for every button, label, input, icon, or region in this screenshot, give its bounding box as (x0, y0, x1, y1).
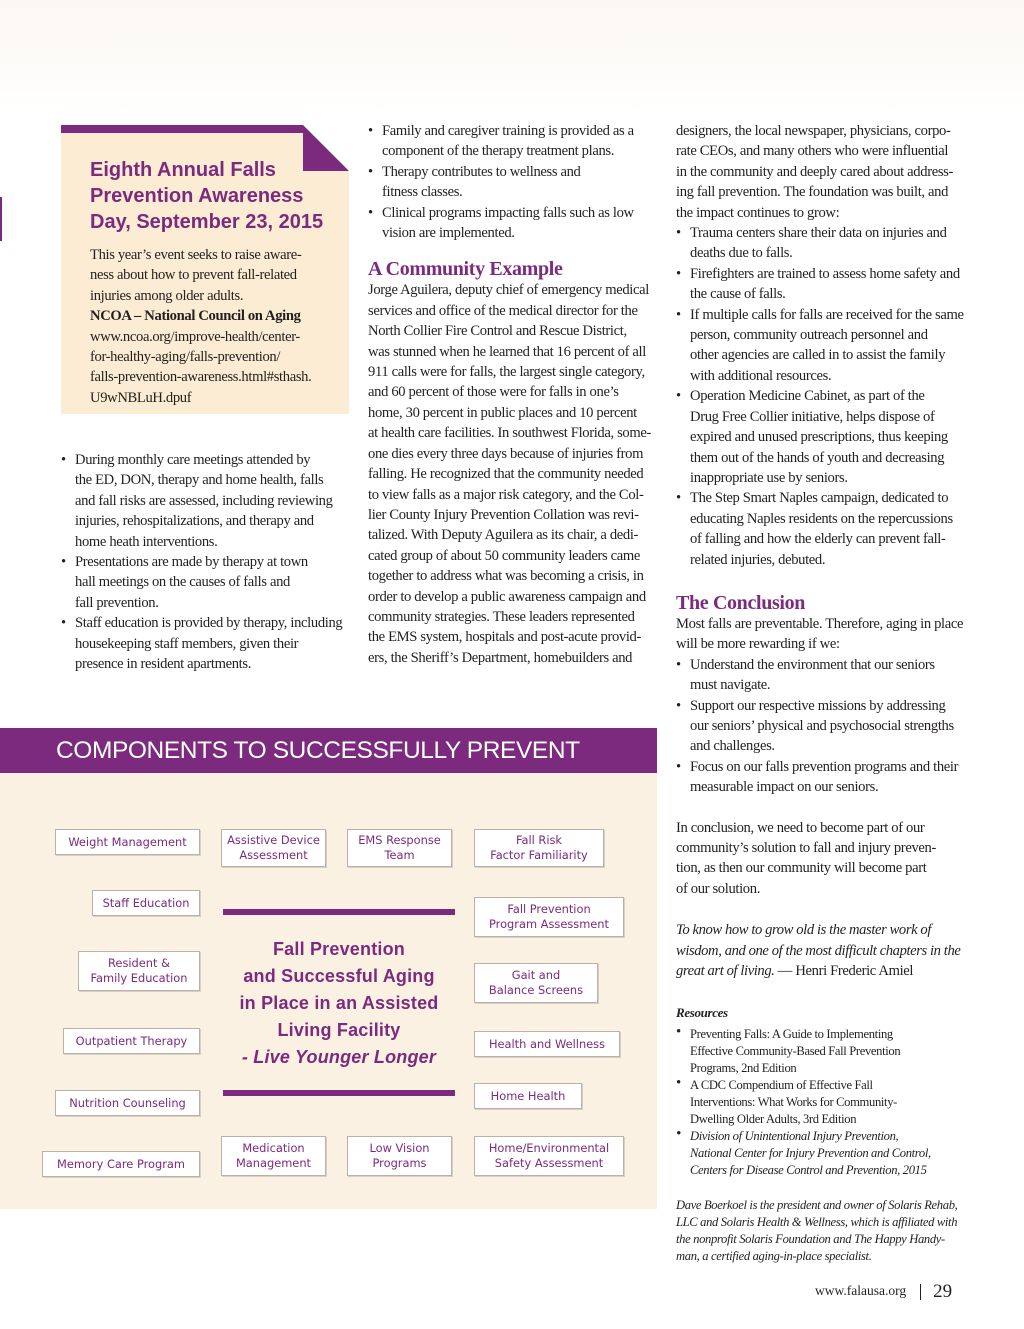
list-item: • Trauma centers share their data on injuries and deaths due to falls. (676, 223, 971, 264)
callout-corner-fold (303, 125, 349, 171)
list-item: • Firefighters are trained to assess home safety and the cause of falls. (676, 264, 971, 305)
list-item: • If multiple calls for falls are received for the same person, community outreach personnel and other agencies are called in to assist the family with additional resources. (676, 305, 971, 387)
assistive-device-box: Assistive Device Assessment (221, 829, 326, 867)
gait-balance-box: Gait and Balance Screens (474, 963, 598, 1003)
page-number: 29 (933, 1281, 953, 1302)
list-item: • Family and caregiver training is provided as a component of the therapy treatment plans. (368, 121, 658, 162)
author-bio: Dave Boerkoel is the president and owner of Solaris Rehab, LLC and Solaris Health & Wellness, which is affiliated with the nonprofit Solaris Foundation and The Happy Handy- man, a certified aging-in-place specialist. (676, 1197, 958, 1263)
list-item: • During monthly care meetings attended by the ED, DON, therapy and home health, falls and fall risks are assessed, including reviewing injuries, rehospitalizations, and therapy and home heath interventions. (61, 450, 351, 552)
divider-bar-top (223, 909, 455, 915)
list-item: • Focus on our falls prevention programs and their measurable impact on our seniors. (676, 757, 971, 798)
right-column (676, 121, 971, 1265)
list-item: • A CDC Compendium of Effective Fall Interventions: What Works for Community- Dwelling Older Adults, 3rd Edition (676, 1077, 971, 1128)
callout-intro: This year’s event seeks to raise aware- ness about how to prevent fall-related injuries among older adults. (90, 247, 302, 304)
list-item: • Presentations are made by therapy at town hall meetings on the causes of falls and fall prevention. (61, 552, 351, 613)
conclusion-heading: The Conclusion (676, 591, 806, 614)
footer-url[interactable]: www.falausa.org (815, 1283, 907, 1299)
callout-title: Eighth Annual Falls Prevention Awareness Day, September 23, 2015 (90, 159, 324, 233)
components-heading: COMPONENTS TO SUCCESSFULLY PREVENT (0, 728, 657, 773)
list-item: • Clinical programs impacting falls such as low vision are implemented. (368, 203, 658, 244)
page-top-band (0, 0, 1024, 115)
quote: To know how to grow old is the master work of wisdom, and one of the most difficult chapters in the great art of living. — Henri Frederic Amiel (676, 922, 961, 980)
page-edge-marker (0, 197, 2, 241)
conclusion-intro: Most falls are preventable. Therefore, aging in place will be more rewarding if we: (676, 615, 964, 653)
list-item: • Understand the environment that our seniors must navigate. (676, 655, 971, 696)
list-item: • Support our respective missions by addressing our seniors’ physical and psychosocial strengths and challenges. (676, 696, 971, 757)
resident-family-box: Resident & Family Education (78, 951, 200, 991)
callout-url[interactable]: www.ncoa.org/improve-health/center- for-healthy-aging/falls-prevention/ falls-prevention-awareness.html#sthash. U9wNBLuH.dpuf (90, 328, 312, 406)
middle-column (368, 121, 658, 668)
low-vision-box: Low Vision Programs (347, 1136, 452, 1176)
nutrition-counseling-box: Nutrition Counseling (55, 1090, 200, 1116)
home-health-box: Home Health (474, 1083, 582, 1109)
community-body: Jorge Aguilera, deputy chief of emergency medical services and office of the medical director for the North Collier Fire Control and Rescue District, was stunned when he learned that 16 percent of all 911 calls were for falls, the largest single category, and 60 percent of those were for falls in one’s home, 30 percent in public places and 10 percent at health care facilities. In southwest Florida, some- one dies every three days because of injuries from falling. He recognized that the community needed to view falls as a major risk category, and the Col- lier County Injury Prevention Collation was revi- talized. With Deputy Aguilera as its chair, a dedi- cated group of about 50 community leaders came together to address what was becoming a crisis, in order to develop a public awareness campaign and community strategies. These leaders represented the EMS system, hospitals and post-acute provid- ers, the Sheriff’s Department, homebuilders and (368, 282, 652, 666)
staff-education-box: Staff Education (92, 890, 200, 916)
footer-divider (920, 1284, 921, 1300)
outpatient-therapy-box: Outpatient Therapy (63, 1028, 200, 1054)
page-footer (815, 1281, 952, 1303)
list-item: • Division of Unintentional Injury Prevention, National Center for Injury Prevention and Control, Centers for Disease Control and Prevention, 2015 (676, 1128, 971, 1179)
community-continued: designers, the local newspaper, physicians, corpo- rate CEOs, and many others who were influential in the community and deeply cared about address- ing fall prevention. The foundation was built, and the impact continues to grow: (676, 123, 954, 221)
fall-prevention-program-box: Fall Prevention Program Assessment (474, 897, 624, 937)
center-tagline: - Live Younger Longer (241, 1047, 437, 1067)
list-item: • Therapy contributes to wellness and fitness classes. (368, 162, 658, 203)
memory-care-box: Memory Care Program (42, 1151, 200, 1177)
center-title: Fall Prevention and Successful Aging in Place in an Assisted Living Facility - Live Younger Longer (223, 936, 455, 1071)
quote-author: — Henri Frederic Amiel (774, 963, 914, 980)
home-environmental-box: Home/Environmental Safety Assessment (474, 1136, 624, 1176)
fall-risk-box: Fall Risk Factor Familiarity (474, 829, 604, 867)
list-item: • Staff education is provided by therapy, including housekeeping staff members, given their presence in resident apartments. (61, 613, 351, 674)
ems-response-box: EMS Response Team (347, 829, 452, 867)
health-wellness-box: Health and Wellness (474, 1031, 620, 1057)
callout-org: NCOA – National Council on Aging (90, 308, 301, 325)
components-diagram (0, 773, 657, 1209)
resources-heading: Resources (676, 1005, 728, 1021)
weight-management-box: Weight Management (55, 829, 200, 855)
list-item: • Operation Medicine Cabinet, as part of the Drug Free Collier initiative, helps dispose of expired and unused prescriptions, thus keeping them out of the hands of youth and decreasing inappropriate use by seniors. (676, 386, 971, 488)
conclusion-closing: In conclusion, we need to become part of our community’s solution to fall and injury preven- tion, as then our community will become part of our solution. (676, 819, 936, 897)
divider-bar-bottom (223, 1090, 455, 1096)
list-item: • The Step Smart Naples campaign, dedicated to educating Naples residents on the repercussions of falling and how the elderly can prevent fall- related injuries, debuted. (676, 488, 971, 570)
left-bullets (61, 450, 351, 674)
awareness-day-callout (61, 125, 349, 414)
resources (676, 1003, 971, 1178)
community-heading: A Community Example (368, 258, 563, 281)
medication-management-box: Medication Management (221, 1136, 326, 1176)
list-item: • Preventing Falls: A Guide to Implementing Effective Community-Based Fall Prevention Programs, 2nd Edition (676, 1026, 971, 1077)
